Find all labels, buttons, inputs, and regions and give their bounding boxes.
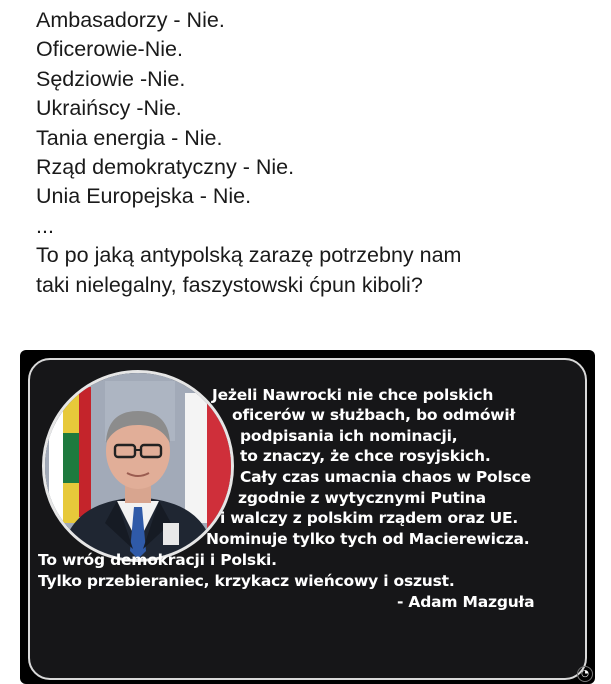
meme-image [20,350,595,684]
quote-line: Nominuje tylko tych od Macierewicza. [206,530,530,548]
quote-line: Jeżeli Nawrocki nie chce polskich [212,386,494,404]
post-line: Ukraińscy -Nie. [36,96,182,121]
post-line: Sędziowie -Nie. [36,66,186,91]
quote-line: Cały czas umacnia chaos w Polsce [240,468,531,486]
quote-line: oficerów w służbach, bo odmówił [232,406,516,424]
post-line: Oficerowie-Nie. [36,37,183,62]
post-text [36,6,596,300]
quote-line: zgodnie z wytycznymi Putina [238,489,486,507]
quote-line: podpisania ich nominacji, [240,427,458,445]
post-line: Rząd demokratyczny - Nie. [36,155,295,180]
post-line: Tania energia - Nie. [36,125,223,150]
post-line: Unia Europejska - Nie. [36,184,252,209]
quote-author: - Adam Mazguła [397,593,535,611]
portrait-illustration [45,373,231,559]
post-line: To po jaką antypolską zarazę potrzebny nam [36,243,462,268]
post-line: Ambasadorzy - Nie. [36,8,225,32]
quote-line: To wróg demokracji i Polski. [38,551,277,569]
post-line: taki nielegalny, faszystowski ćpun kiboli? [36,272,423,297]
post-ellipsis: ... [36,213,54,238]
quote-line: i walczy z polskim rządem oraz UE. [220,509,519,527]
quote-card [28,358,587,680]
quote-line: Tylko przebieraniec, krzykacz wieńcowy i oszust. [38,572,455,590]
quote-line: to znaczy, że chce rosyjskich. [240,447,491,465]
watermark-icon: ◔ [577,666,593,682]
